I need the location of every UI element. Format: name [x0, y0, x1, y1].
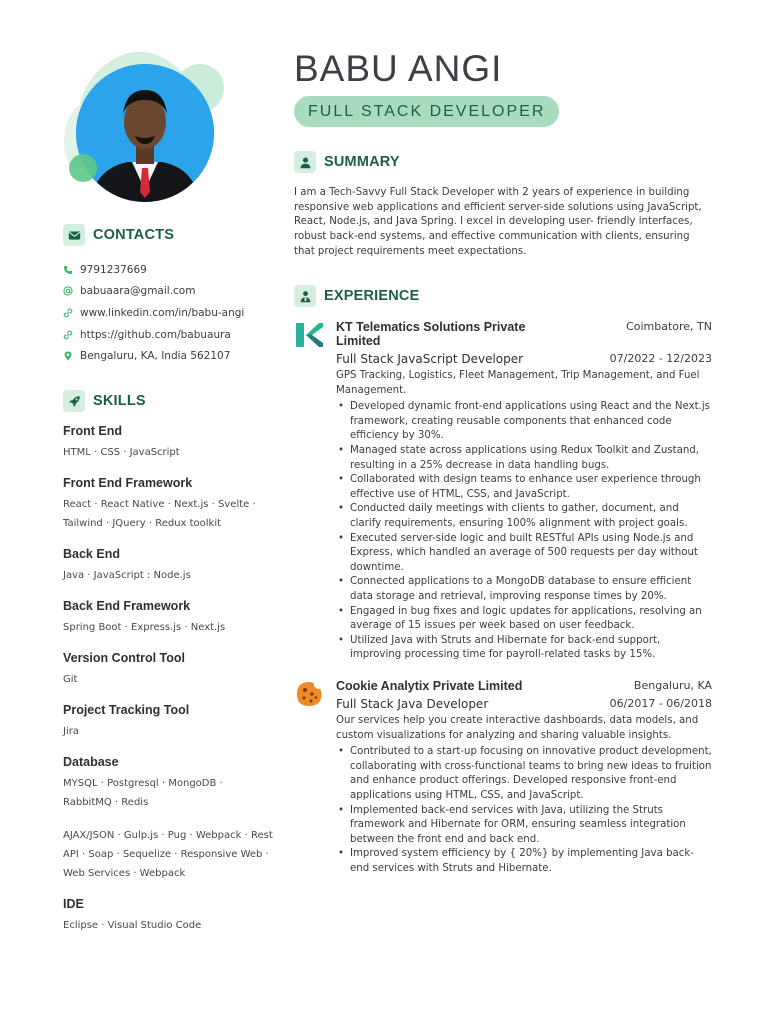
company-location: Coimbatore, TN — [626, 320, 712, 333]
contact-text: https://github.com/babuaura — [80, 328, 231, 341]
contact-linkedin[interactable] — [63, 302, 283, 324]
job-dates: 07/2022 - 12/2023 — [609, 352, 712, 365]
at-icon — [63, 286, 75, 296]
envelope-icon — [63, 224, 85, 246]
person-icon — [294, 151, 316, 173]
skill-group — [63, 651, 273, 689]
skill-group — [63, 897, 273, 935]
skill-group-name: Database — [63, 755, 119, 769]
contact-phone[interactable] — [63, 259, 283, 281]
skill-group — [63, 755, 273, 812]
contact-list — [63, 259, 283, 367]
company-name: KT Telematics Solutions Private Limited — [336, 320, 526, 348]
experience-body — [336, 679, 712, 877]
skill-group — [63, 547, 273, 585]
achievement-list — [336, 745, 712, 876]
skill-group-name: Version Control Tool — [63, 651, 185, 665]
section-title: EXPERIENCE — [324, 288, 420, 304]
summary-section-header — [294, 151, 400, 173]
achievement-item: • Conducted daily meetings with clients to gather, document, and clarify requirements, ensuring 100% alignment with project goals. — [336, 502, 712, 531]
candidate-name: BABU ANGI — [294, 48, 503, 89]
contact-text: babuaara@gmail.com — [80, 285, 196, 298]
experience-header-row — [336, 320, 712, 348]
skill-group-items: MYSQL · Postgresql · MongoDB · RabbitMQ · Redis — [63, 778, 223, 808]
achievement-item: • Engaged in bug fixes and logic updates for applications, resolving an average of 15 issues per week based on user feedback. — [336, 605, 712, 634]
experience-section-header — [294, 285, 419, 307]
contact-text: www.linkedin.com/in/babu-angi — [80, 306, 245, 319]
contacts-section-header — [63, 224, 174, 246]
skill-group-items: Java · JavaScript : Node.js — [63, 570, 191, 581]
skill-group-items: Jira — [63, 726, 79, 737]
skill-group-items: AJAX/JSON · Gulp.js · Pug · Webpack · Rest API · Soap · Sequelize · Responsive Web · Web Services · Webpack — [63, 830, 273, 879]
skill-group — [63, 476, 273, 533]
job-title: Full Stack Java Developer — [336, 697, 489, 711]
experience-title-row — [336, 352, 712, 366]
job-dates: 06/2017 - 06/2018 — [609, 697, 712, 710]
experience-body — [336, 320, 712, 663]
skill-group-name: Back End Framework — [63, 599, 191, 613]
summary-text: I am a Tech-Savvy Full Stack Developer with 2 years of experience in building responsive web applications and efficient server-side solutions using JavaScript, React, Node.js, and Java Spring. I excel in developing user- friendly interfaces, robust back-end systems, and effective communication with clients, ensuring that project requirements meet expectations. — [294, 187, 702, 257]
profile-photo-illustration — [76, 64, 214, 202]
rocket-icon — [63, 390, 85, 412]
contact-text: 9791237669 — [80, 263, 147, 276]
achievement-item: • Utilized Java with Struts and Hibernate for back-end support, improving processing time for payroll-related tasks by 15%. — [336, 634, 712, 663]
company-location: Bengaluru, KA — [633, 679, 712, 692]
contact-email[interactable] — [63, 281, 283, 303]
section-title: SKILLS — [93, 393, 146, 409]
experience-item — [294, 679, 712, 877]
skill-group-name: Back End — [63, 547, 120, 561]
achievement-item: • Improved system efficiency by { 20%} by implementing Java back-end services with Struts and Hibernate. — [336, 847, 712, 876]
achievement-item: • Collaborated with design teams to enhance user experience through effective use of HTML, CSS, and JavaScript. — [336, 473, 712, 502]
skill-group-items: Spring Boot · Express.js · Next.js — [63, 622, 226, 633]
skill-group-name: Front End — [63, 424, 123, 438]
link-icon — [63, 308, 75, 318]
achievement-item: • Developed dynamic front-end applications using React and the Next.js framework, creating reusable components that enhanced code efficiency by 30%. — [336, 400, 712, 444]
section-title: SUMMARY — [324, 154, 400, 170]
contact-location — [63, 345, 283, 367]
section-title: CONTACTS — [93, 227, 175, 243]
experience-header-row — [336, 679, 712, 693]
skill-group-name: Front End Framework — [63, 476, 193, 490]
phone-icon — [63, 265, 75, 275]
company-description: GPS Tracking, Logistics, Fleet Management, Trip Management, and Fuel Management. — [336, 370, 700, 396]
skill-group — [63, 703, 273, 741]
job-title: Full Stack JavaScript Developer — [336, 352, 524, 366]
company-description: Our services help you create interactive dashboards, data models, and custom visualizations for analyzing and sharing valuable insights. — [336, 715, 699, 741]
cookie-logo — [294, 679, 324, 709]
briefcase-person-icon — [294, 285, 316, 307]
skill-group — [63, 826, 273, 883]
skill-group-items: HTML · CSS · JavaScript — [63, 447, 180, 458]
kt-telematics-logo — [294, 320, 324, 350]
achievement-item: • Implemented back-end services with Java, utilizing the Struts framework and Hibernate for ORM, ensuring seamless integration between the front end and back end. — [336, 804, 712, 848]
skill-group — [63, 424, 273, 462]
skill-group-items: React · React Native · Next.js · Svelte · Tailwind · JQuery · Redux toolkit — [63, 499, 256, 529]
skill-group-name: IDE — [63, 897, 84, 911]
decorative-blob — [69, 154, 97, 182]
experience-title-row — [336, 697, 712, 711]
location-icon — [63, 351, 75, 361]
experience-item — [294, 320, 712, 663]
company-name: Cookie Analytix Private Limited — [336, 679, 523, 693]
skill-group-items: Git — [63, 674, 78, 685]
profile-photo-area — [58, 48, 238, 213]
contact-text: Bengaluru, KA, India 562107 — [80, 350, 231, 363]
role-badge: FULL STACK DEVELOPER — [294, 96, 559, 127]
contact-github[interactable] — [63, 324, 283, 346]
achievement-item: • Executed server-side logic and built RESTful APIs using Node.js and Express, which handled an average of 500 requests per day without downtime. — [336, 532, 712, 576]
achievement-item: • Contributed to a start-up focusing on innovative product development, collaborating with cross-functional teams to bring new ideas to fruition and enhance product offerings. Developed responsive front-end applications using HTML, CSS, and JavaScript. — [336, 745, 712, 803]
skill-group-items: Eclipse · Visual Studio Code — [63, 920, 202, 931]
link-icon — [63, 330, 75, 340]
skill-group-name: Project Tracking Tool — [63, 703, 190, 717]
skills-section-header — [63, 390, 146, 412]
skill-group — [63, 599, 273, 637]
profile-photo — [76, 64, 214, 202]
achievement-item: • Managed state across applications using Redux Toolkit and Zustand, resulting in a 25% decrease in data handling bugs. — [336, 444, 712, 473]
skills-list — [63, 424, 273, 949]
achievement-item: • Connected applications to a MongoDB database to ensure efficient data storage and retrieval, improving response times by 20%. — [336, 575, 712, 604]
achievement-list — [336, 400, 712, 663]
